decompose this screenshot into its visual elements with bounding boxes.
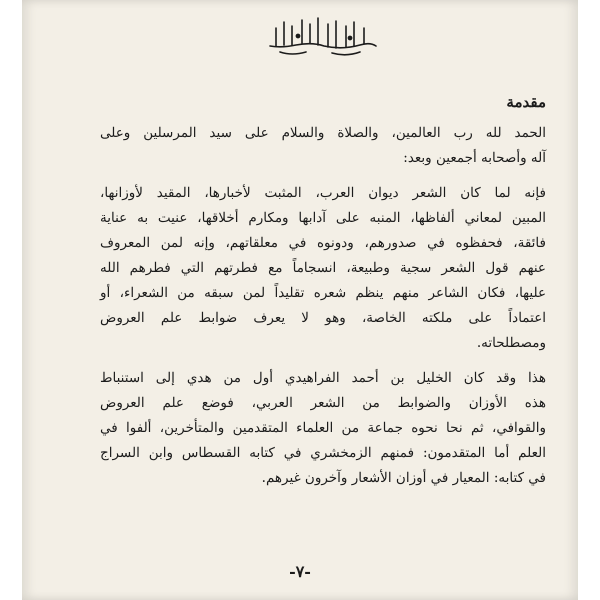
text-line: المبين لمعاني ألفاظها، المنبه على آدابها ومكارم أخلاقها، عنيت به عناية	[100, 210, 546, 226]
basmala-calligraphy	[262, 12, 382, 58]
text-line: هذه الأوزان والضوابط من الشعر العربي، فوضع علم العروض	[100, 395, 546, 411]
text-line: الحمد لله رب العالمين، والصلاة والسلام على سيد المرسلين وعلى	[100, 125, 546, 141]
book-page	[22, 0, 578, 600]
text-line: عليها، فكان الشاعر منهم ينظم شعره تقليداً لمن سبقه من الشعراء، أو	[100, 285, 546, 301]
text-line: ومصطلحاته.	[476, 335, 546, 351]
document-body	[100, 90, 546, 501]
paragraph-1	[100, 121, 546, 171]
text-line: في كتابه: المعيار في أوزان الأشعار وآخرون غيرهم.	[261, 470, 546, 486]
section-heading: مقدمة	[506, 93, 546, 111]
text-line: هذا وقد كان الخليل بن أحمد الفراهيدي أول من هدي إلى استنباط	[100, 370, 546, 386]
basmala-calligraphy-icon	[262, 12, 382, 58]
text-line: فائقة، فحفظوه في صدورهم، ودونوه في معلقاتهم، وإنه لمن المعروف	[100, 235, 546, 251]
page-number: -٧-	[289, 562, 311, 581]
text-line: فإنه لما كان الشعر ديوان العرب، المثبت لأخبارها، المقيد لأوزانها،	[100, 185, 546, 201]
text-line: اعتماداً على ملكته الخاصة، وهو لا يعرف ضوابط علم العروض	[100, 310, 546, 326]
text-line: العلم أما المتقدمون: فمنهم الزمخشري في كتابه القسطاس وابن السراج	[100, 445, 546, 461]
text-line: عنهم قول الشعر سجية وطبيعة، انسجاماً مع فطرتهم التي فطرهم الله	[100, 260, 546, 276]
paragraph-2	[100, 181, 546, 356]
paragraph-3	[100, 366, 546, 491]
text-line: آله وأصحابه أجمعين وبعد:	[403, 150, 546, 166]
text-line: والقوافي، ثم نحا نحوه جماعة من العلماء المتقدمين والمتأخرين، ألفوا في	[100, 420, 546, 436]
